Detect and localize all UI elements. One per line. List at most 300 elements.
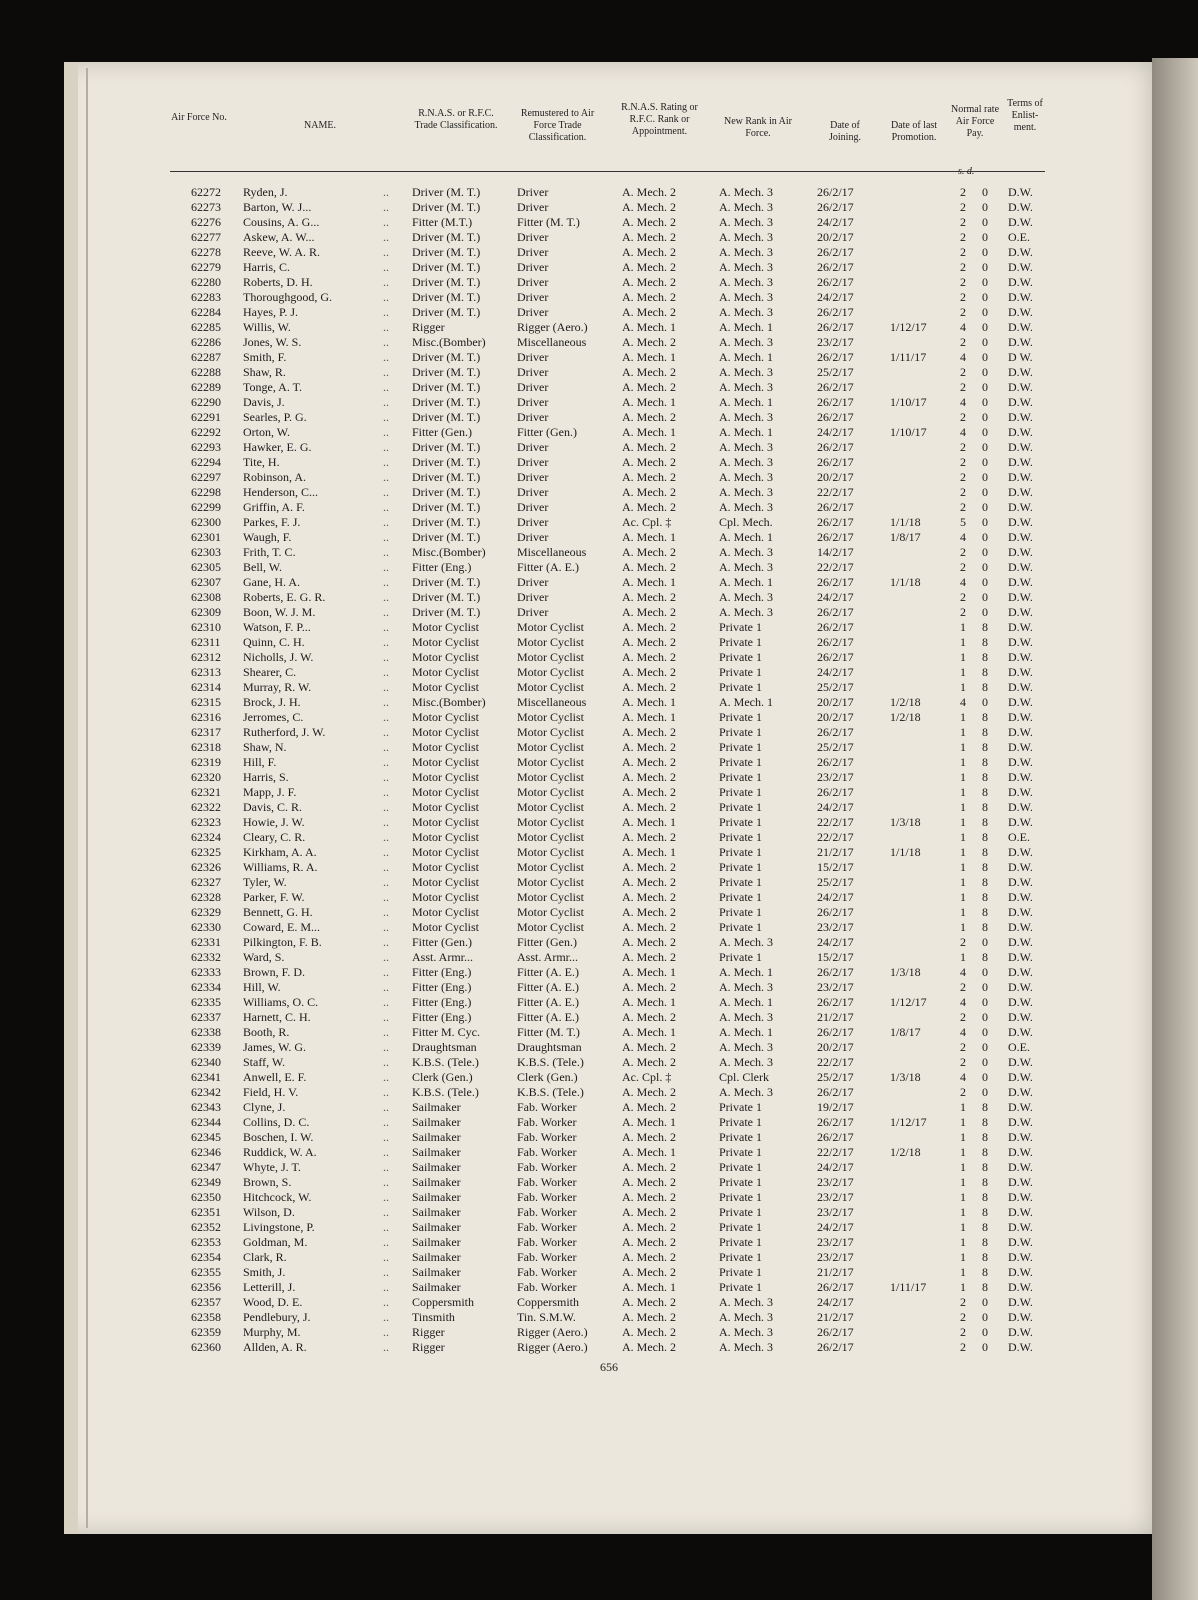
cell-new-rank: A. Mech. 1 bbox=[719, 1025, 773, 1039]
cell-pay-shillings: 1 bbox=[960, 815, 966, 829]
leader-dots: .. bbox=[383, 1265, 389, 1279]
table-row bbox=[0, 410, 1198, 425]
cell-name: Murphy, M. bbox=[243, 1325, 301, 1339]
cell-terms: D.W. bbox=[1008, 410, 1033, 424]
cell-date-joining: 22/2/17 bbox=[817, 485, 854, 499]
cell-name: Bell, W. bbox=[243, 560, 283, 574]
table-row bbox=[0, 1145, 1198, 1160]
cell-terms: D.W. bbox=[1008, 335, 1033, 349]
cell-date-joining: 26/2/17 bbox=[817, 1115, 854, 1129]
cell-airforce-no: 62303 bbox=[191, 545, 221, 559]
cell-pay-pence: 0 bbox=[982, 395, 988, 409]
cell-pay-pence: 0 bbox=[982, 320, 988, 334]
cell-terms: D.W. bbox=[1008, 365, 1033, 379]
cell-airforce-no: 62326 bbox=[191, 860, 221, 874]
cell-new-rank: Cpl. Clerk bbox=[719, 1070, 769, 1084]
cell-name: James, W. G. bbox=[243, 1040, 306, 1054]
cell-pay-pence: 0 bbox=[982, 365, 988, 379]
table-row bbox=[0, 770, 1198, 785]
cell-rnas-rating: A. Mech. 2 bbox=[622, 1055, 676, 1069]
cell-airforce-no: 62327 bbox=[191, 875, 221, 889]
cell-terms: D.W. bbox=[1008, 1265, 1033, 1279]
cell-new-rank: Private 1 bbox=[719, 725, 762, 739]
cell-terms: D.W. bbox=[1008, 440, 1033, 454]
cell-new-rank: Private 1 bbox=[719, 905, 762, 919]
cell-pay-shillings: 2 bbox=[960, 935, 966, 949]
cell-airforce-no: 62359 bbox=[191, 1325, 221, 1339]
cell-trade: Sailmaker bbox=[412, 1175, 461, 1189]
cell-terms: D.W. bbox=[1008, 1235, 1033, 1249]
cell-date-promotion: 1/3/18 bbox=[890, 1070, 921, 1084]
cell-date-joining: 26/2/17 bbox=[817, 575, 854, 589]
leader-dots: .. bbox=[383, 800, 389, 814]
cell-date-joining: 26/2/17 bbox=[817, 245, 854, 259]
cell-trade: Driver (M. T.) bbox=[412, 230, 481, 244]
cell-new-rank: Private 1 bbox=[719, 1115, 762, 1129]
cell-pay-pence: 8 bbox=[982, 1235, 988, 1249]
cell-trade: K.B.S. (Tele.) bbox=[412, 1055, 479, 1069]
cell-terms: D.W. bbox=[1008, 1130, 1033, 1144]
cell-pay-pence: 8 bbox=[982, 1205, 988, 1219]
cell-trade: K.B.S. (Tele.) bbox=[412, 1085, 479, 1099]
cell-terms: D.W. bbox=[1008, 1220, 1033, 1234]
cell-new-rank: Private 1 bbox=[719, 740, 762, 754]
cell-pay-pence: 0 bbox=[982, 1310, 988, 1324]
table-row bbox=[0, 515, 1198, 530]
cell-date-promotion: 1/10/17 bbox=[890, 425, 927, 439]
leader-dots: .. bbox=[383, 665, 389, 679]
cell-name: Askew, A. W... bbox=[243, 230, 315, 244]
cell-date-joining: 20/2/17 bbox=[817, 710, 854, 724]
cell-rnas-rating: Ac. Cpl. ‡ bbox=[622, 1070, 672, 1084]
cell-date-joining: 24/2/17 bbox=[817, 290, 854, 304]
cell-airforce-no: 62279 bbox=[191, 260, 221, 274]
table-row bbox=[0, 1010, 1198, 1025]
cell-pay-pence: 0 bbox=[982, 575, 988, 589]
leader-dots: .. bbox=[383, 920, 389, 934]
cell-terms: D.W. bbox=[1008, 1175, 1033, 1189]
table-row bbox=[0, 500, 1198, 515]
cell-rnas-rating: A. Mech. 2 bbox=[622, 560, 676, 574]
cell-new-rank: A. Mech. 1 bbox=[719, 695, 773, 709]
cell-remustered: Fitter (Gen.) bbox=[517, 425, 577, 439]
cell-new-rank: Private 1 bbox=[719, 1160, 762, 1174]
table-row bbox=[0, 800, 1198, 815]
leader-dots: .. bbox=[383, 635, 389, 649]
cell-date-joining: 26/2/17 bbox=[817, 785, 854, 799]
leader-dots: .. bbox=[383, 1145, 389, 1159]
cell-airforce-no: 62289 bbox=[191, 380, 221, 394]
cell-pay-shillings: 1 bbox=[960, 890, 966, 904]
cell-rnas-rating: A. Mech. 2 bbox=[622, 620, 676, 634]
cell-new-rank: A. Mech. 3 bbox=[719, 500, 773, 514]
leader-dots: .. bbox=[383, 350, 389, 364]
cell-name: Smith, J. bbox=[243, 1265, 286, 1279]
leader-dots: .. bbox=[383, 575, 389, 589]
cell-pay-shillings: 2 bbox=[960, 215, 966, 229]
cell-terms: D.W. bbox=[1008, 860, 1033, 874]
cell-name: Collins, D. C. bbox=[243, 1115, 310, 1129]
cell-pay-shillings: 5 bbox=[960, 515, 966, 529]
cell-date-joining: 23/2/17 bbox=[817, 920, 854, 934]
cell-date-joining: 24/2/17 bbox=[817, 425, 854, 439]
leader-dots: .. bbox=[383, 1040, 389, 1054]
table-row bbox=[0, 590, 1198, 605]
cell-rnas-rating: A. Mech. 2 bbox=[622, 935, 676, 949]
table-row bbox=[0, 635, 1198, 650]
cell-terms: D.W. bbox=[1008, 1310, 1033, 1324]
cell-remustered: Motor Cyclist bbox=[517, 650, 585, 664]
cell-date-joining: 22/2/17 bbox=[817, 560, 854, 574]
cell-terms: O.E. bbox=[1008, 230, 1030, 244]
cell-remustered: Miscellaneous bbox=[517, 335, 587, 349]
table-row bbox=[0, 830, 1198, 845]
cell-airforce-no: 62313 bbox=[191, 665, 221, 679]
cell-name: Ruddick, W. A. bbox=[243, 1145, 317, 1159]
cell-date-joining: 26/2/17 bbox=[817, 185, 854, 199]
cell-rnas-rating: A. Mech. 2 bbox=[622, 1310, 676, 1324]
cell-trade: Driver (M. T.) bbox=[412, 380, 481, 394]
cell-airforce-no: 62300 bbox=[191, 515, 221, 529]
cell-new-rank: Private 1 bbox=[719, 1130, 762, 1144]
cell-terms: D.W. bbox=[1008, 980, 1033, 994]
cell-new-rank: A. Mech. 3 bbox=[719, 1085, 773, 1099]
cell-name: Tite, H. bbox=[243, 455, 280, 469]
cell-trade: Motor Cyclist bbox=[412, 620, 480, 634]
cell-date-joining: 26/2/17 bbox=[817, 380, 854, 394]
cell-date-promotion: 1/1/18 bbox=[890, 575, 921, 589]
cell-date-joining: 26/2/17 bbox=[817, 1280, 854, 1294]
cell-date-joining: 25/2/17 bbox=[817, 680, 854, 694]
table-row bbox=[0, 860, 1198, 875]
cell-name: Boon, W. J. M. bbox=[243, 605, 316, 619]
table-row bbox=[0, 1310, 1198, 1325]
leader-dots: .. bbox=[383, 1055, 389, 1069]
cell-name: Brock, J. H. bbox=[243, 695, 301, 709]
cell-rnas-rating: A. Mech. 2 bbox=[622, 545, 676, 559]
cell-pay-pence: 8 bbox=[982, 1115, 988, 1129]
cell-remustered: Fab. Worker bbox=[517, 1235, 577, 1249]
table-row bbox=[0, 665, 1198, 680]
leader-dots: .. bbox=[383, 245, 389, 259]
leader-dots: .. bbox=[383, 380, 389, 394]
cell-new-rank: A. Mech. 1 bbox=[719, 320, 773, 334]
cell-rnas-rating: A. Mech. 2 bbox=[622, 290, 676, 304]
cell-date-joining: 26/2/17 bbox=[817, 200, 854, 214]
cell-trade: Driver (M. T.) bbox=[412, 410, 481, 424]
cell-date-joining: 20/2/17 bbox=[817, 695, 854, 709]
cell-rnas-rating: A. Mech. 2 bbox=[622, 920, 676, 934]
cell-name: Cleary, C. R. bbox=[243, 830, 306, 844]
leader-dots: .. bbox=[383, 185, 389, 199]
cell-date-promotion: 1/12/17 bbox=[890, 320, 927, 334]
cell-airforce-no: 62356 bbox=[191, 1280, 221, 1294]
cell-date-joining: 25/2/17 bbox=[817, 1070, 854, 1084]
cell-trade: Motor Cyclist bbox=[412, 845, 480, 859]
cell-date-joining: 26/2/17 bbox=[817, 605, 854, 619]
cell-rnas-rating: A. Mech. 2 bbox=[622, 365, 676, 379]
cell-trade: Rigger bbox=[412, 320, 445, 334]
table-row bbox=[0, 1025, 1198, 1040]
cell-rnas-rating: A. Mech. 2 bbox=[622, 275, 676, 289]
cell-new-rank: A. Mech. 1 bbox=[719, 575, 773, 589]
cell-terms: D.W. bbox=[1008, 530, 1033, 544]
cell-remustered: K.B.S. (Tele.) bbox=[517, 1085, 584, 1099]
table-row bbox=[0, 605, 1198, 620]
cell-pay-shillings: 1 bbox=[960, 860, 966, 874]
table-row bbox=[0, 695, 1198, 710]
cell-airforce-no: 62341 bbox=[191, 1070, 221, 1084]
cell-trade: Sailmaker bbox=[412, 1280, 461, 1294]
cell-trade: Motor Cyclist bbox=[412, 815, 480, 829]
cell-airforce-no: 62353 bbox=[191, 1235, 221, 1249]
cell-pay-shillings: 2 bbox=[960, 290, 966, 304]
cell-remustered: Asst. Armr... bbox=[517, 950, 579, 964]
cell-pay-pence: 8 bbox=[982, 1160, 988, 1174]
cell-pay-pence: 8 bbox=[982, 1190, 988, 1204]
leader-dots: .. bbox=[383, 470, 389, 484]
cell-rnas-rating: Ac. Cpl. ‡ bbox=[622, 515, 672, 529]
cell-pay-shillings: 1 bbox=[960, 830, 966, 844]
cell-airforce-no: 62347 bbox=[191, 1160, 221, 1174]
cell-airforce-no: 62325 bbox=[191, 845, 221, 859]
table-row bbox=[0, 560, 1198, 575]
cell-terms: D.W. bbox=[1008, 185, 1033, 199]
cell-airforce-no: 62320 bbox=[191, 770, 221, 784]
cell-rnas-rating: A. Mech. 2 bbox=[622, 1085, 676, 1099]
cell-trade: Motor Cyclist bbox=[412, 725, 480, 739]
cell-remustered: Fitter (A. E.) bbox=[517, 980, 579, 994]
cell-pay-pence: 8 bbox=[982, 920, 988, 934]
leader-dots: .. bbox=[383, 680, 389, 694]
cell-remustered: Motor Cyclist bbox=[517, 815, 585, 829]
cell-rnas-rating: A. Mech. 2 bbox=[622, 245, 676, 259]
cell-remustered: Motor Cyclist bbox=[517, 725, 585, 739]
cell-date-promotion: 1/2/18 bbox=[890, 695, 921, 709]
cell-date-joining: 23/2/17 bbox=[817, 1190, 854, 1204]
cell-date-joining: 26/2/17 bbox=[817, 500, 854, 514]
cell-pay-shillings: 2 bbox=[960, 365, 966, 379]
leader-dots: .. bbox=[383, 890, 389, 904]
cell-pay-shillings: 1 bbox=[960, 905, 966, 919]
cell-new-rank: A. Mech. 3 bbox=[719, 1055, 773, 1069]
cell-new-rank: Private 1 bbox=[719, 860, 762, 874]
cell-date-promotion: 1/10/17 bbox=[890, 395, 927, 409]
cell-trade: Fitter (Eng.) bbox=[412, 1010, 472, 1024]
cell-pay-shillings: 2 bbox=[960, 500, 966, 514]
cell-rnas-rating: A. Mech. 2 bbox=[622, 1130, 676, 1144]
leader-dots: .. bbox=[383, 740, 389, 754]
cell-name: Brown, F. D. bbox=[243, 965, 306, 979]
cell-remustered: Driver bbox=[517, 350, 549, 364]
cell-rnas-rating: A. Mech. 2 bbox=[622, 1010, 676, 1024]
cell-date-joining: 24/2/17 bbox=[817, 1160, 854, 1174]
cell-trade: Driver (M. T.) bbox=[412, 605, 481, 619]
cell-remustered: Driver bbox=[517, 245, 549, 259]
cell-remustered: Driver bbox=[517, 260, 549, 274]
cell-airforce-no: 62352 bbox=[191, 1220, 221, 1234]
cell-pay-shillings: 2 bbox=[960, 1340, 966, 1354]
leader-dots: .. bbox=[383, 1100, 389, 1114]
cell-date-joining: 26/2/17 bbox=[817, 635, 854, 649]
cell-rnas-rating: A. Mech. 1 bbox=[622, 425, 676, 439]
leader-dots: .. bbox=[383, 785, 389, 799]
cell-terms: D.W. bbox=[1008, 905, 1033, 919]
cell-remustered: Driver bbox=[517, 275, 549, 289]
table-row bbox=[0, 1205, 1198, 1220]
cell-rnas-rating: A. Mech. 1 bbox=[622, 350, 676, 364]
table-row bbox=[0, 1040, 1198, 1055]
cell-remustered: Fab. Worker bbox=[517, 1265, 577, 1279]
leader-dots: .. bbox=[383, 845, 389, 859]
cell-name: Brown, S. bbox=[243, 1175, 292, 1189]
cell-remustered: Draughtsman bbox=[517, 1040, 582, 1054]
cell-date-joining: 26/2/17 bbox=[817, 755, 854, 769]
cell-date-joining: 26/2/17 bbox=[817, 995, 854, 1009]
leader-dots: .. bbox=[383, 425, 389, 439]
cell-name: Tonge, A. T. bbox=[243, 380, 303, 394]
cell-date-joining: 24/2/17 bbox=[817, 935, 854, 949]
cell-pay-shillings: 4 bbox=[960, 350, 966, 364]
cell-remustered: Motor Cyclist bbox=[517, 800, 585, 814]
cell-date-joining: 26/2/17 bbox=[817, 410, 854, 424]
leader-dots: .. bbox=[383, 1025, 389, 1039]
cell-new-rank: A. Mech. 3 bbox=[719, 230, 773, 244]
cell-pay-pence: 0 bbox=[982, 380, 988, 394]
cell-remustered: Motor Cyclist bbox=[517, 620, 585, 634]
cell-pay-shillings: 2 bbox=[960, 545, 966, 559]
cell-trade: Misc.(Bomber) bbox=[412, 335, 486, 349]
cell-trade: Fitter (Eng.) bbox=[412, 965, 472, 979]
cell-airforce-no: 62308 bbox=[191, 590, 221, 604]
cell-remustered: Fitter (Gen.) bbox=[517, 935, 577, 949]
cell-trade: Driver (M. T.) bbox=[412, 575, 481, 589]
header-remustered: Remustered to Air Force Trade Classification. bbox=[520, 108, 595, 143]
cell-airforce-no: 62272 bbox=[191, 185, 221, 199]
table-row bbox=[0, 485, 1198, 500]
cell-pay-shillings: 1 bbox=[960, 1160, 966, 1174]
cell-remustered: Driver bbox=[517, 305, 549, 319]
cell-terms: O.E. bbox=[1008, 1040, 1030, 1054]
cell-name: Tyler, W. bbox=[243, 875, 287, 889]
cell-terms: D.W. bbox=[1008, 1025, 1033, 1039]
cell-pay-pence: 8 bbox=[982, 1175, 988, 1189]
cell-airforce-no: 62337 bbox=[191, 1010, 221, 1024]
cell-pay-shillings: 2 bbox=[960, 1040, 966, 1054]
cell-rnas-rating: A. Mech. 2 bbox=[622, 665, 676, 679]
cell-terms: D W. bbox=[1008, 350, 1033, 364]
cell-terms: D.W. bbox=[1008, 290, 1033, 304]
table-row bbox=[0, 680, 1198, 695]
cell-pay-pence: 0 bbox=[982, 290, 988, 304]
cell-trade: Sailmaker bbox=[412, 1145, 461, 1159]
cell-airforce-no: 62310 bbox=[191, 620, 221, 634]
cell-name: Roberts, D. H. bbox=[243, 275, 313, 289]
cell-terms: D.W. bbox=[1008, 470, 1033, 484]
cell-terms: D.W. bbox=[1008, 995, 1033, 1009]
cell-terms: D.W. bbox=[1008, 710, 1033, 724]
leader-dots: .. bbox=[383, 545, 389, 559]
cell-terms: D.W. bbox=[1008, 1085, 1033, 1099]
cell-pay-pence: 0 bbox=[982, 425, 988, 439]
cell-new-rank: Private 1 bbox=[719, 875, 762, 889]
cell-pay-pence: 8 bbox=[982, 680, 988, 694]
table-row bbox=[0, 215, 1198, 230]
cell-date-joining: 24/2/17 bbox=[817, 215, 854, 229]
cell-airforce-no: 62331 bbox=[191, 935, 221, 949]
leader-dots: .. bbox=[383, 410, 389, 424]
cell-airforce-no: 62278 bbox=[191, 245, 221, 259]
cell-terms: D.W. bbox=[1008, 695, 1033, 709]
cell-remustered: Fitter (A. E.) bbox=[517, 560, 579, 574]
cell-trade: Sailmaker bbox=[412, 1100, 461, 1114]
cell-new-rank: A. Mech. 3 bbox=[719, 1295, 773, 1309]
cell-name: Clyne, J. bbox=[243, 1100, 286, 1114]
cell-airforce-no: 62355 bbox=[191, 1265, 221, 1279]
cell-new-rank: A. Mech. 1 bbox=[719, 530, 773, 544]
cell-airforce-no: 62293 bbox=[191, 440, 221, 454]
cell-pay-shillings: 1 bbox=[960, 1235, 966, 1249]
cell-date-joining: 24/2/17 bbox=[817, 665, 854, 679]
cell-terms: D.W. bbox=[1008, 1295, 1033, 1309]
cell-date-joining: 21/2/17 bbox=[817, 1265, 854, 1279]
cell-airforce-no: 62283 bbox=[191, 290, 221, 304]
cell-terms: D.W. bbox=[1008, 605, 1033, 619]
cell-rnas-rating: A. Mech. 2 bbox=[622, 905, 676, 919]
cell-remustered: Motor Cyclist bbox=[517, 770, 585, 784]
cell-airforce-no: 62322 bbox=[191, 800, 221, 814]
cell-trade: Fitter M. Cyc. bbox=[412, 1025, 480, 1039]
cell-remustered: Fab. Worker bbox=[517, 1100, 577, 1114]
cell-pay-pence: 8 bbox=[982, 950, 988, 964]
leader-dots: .. bbox=[383, 1190, 389, 1204]
header-rule bbox=[170, 171, 1045, 172]
cell-new-rank: Private 1 bbox=[719, 1175, 762, 1189]
cell-name: Hayes, P. J. bbox=[243, 305, 299, 319]
cell-name: Anwell, E. F. bbox=[243, 1070, 307, 1084]
cell-pay-shillings: 1 bbox=[960, 785, 966, 799]
cell-pay-shillings: 1 bbox=[960, 725, 966, 739]
cell-name: Letterill, J. bbox=[243, 1280, 296, 1294]
cell-date-joining: 26/2/17 bbox=[817, 650, 854, 664]
leader-dots: .. bbox=[383, 1175, 389, 1189]
leader-dots: .. bbox=[383, 1310, 389, 1324]
cell-pay-pence: 8 bbox=[982, 875, 988, 889]
cell-remustered: Miscellaneous bbox=[517, 545, 587, 559]
cell-pay-shillings: 1 bbox=[960, 800, 966, 814]
cell-date-joining: 26/2/17 bbox=[817, 515, 854, 529]
cell-pay-shillings: 1 bbox=[960, 1250, 966, 1264]
cell-pay-shillings: 2 bbox=[960, 275, 966, 289]
table-row bbox=[0, 1265, 1198, 1280]
cell-terms: D.W. bbox=[1008, 740, 1033, 754]
cell-name: Pilkington, F. B. bbox=[243, 935, 322, 949]
cell-name: Hitchcock, W. bbox=[243, 1190, 312, 1204]
cell-pay-shillings: 4 bbox=[960, 965, 966, 979]
cell-terms: D.W. bbox=[1008, 950, 1033, 964]
cell-remustered: Motor Cyclist bbox=[517, 875, 585, 889]
cell-remustered: Fab. Worker bbox=[517, 1130, 577, 1144]
cell-remustered: Tin. S.M.W. bbox=[517, 1310, 576, 1324]
cell-terms: D.W. bbox=[1008, 755, 1033, 769]
cell-pay-pence: 8 bbox=[982, 1250, 988, 1264]
cell-name: Frith, T. C. bbox=[243, 545, 296, 559]
cell-name: Jones, W. S. bbox=[243, 335, 302, 349]
table-row bbox=[0, 1220, 1198, 1235]
leader-dots: .. bbox=[383, 1130, 389, 1144]
cell-trade: Driver (M. T.) bbox=[412, 365, 481, 379]
cell-pay-pence: 8 bbox=[982, 725, 988, 739]
